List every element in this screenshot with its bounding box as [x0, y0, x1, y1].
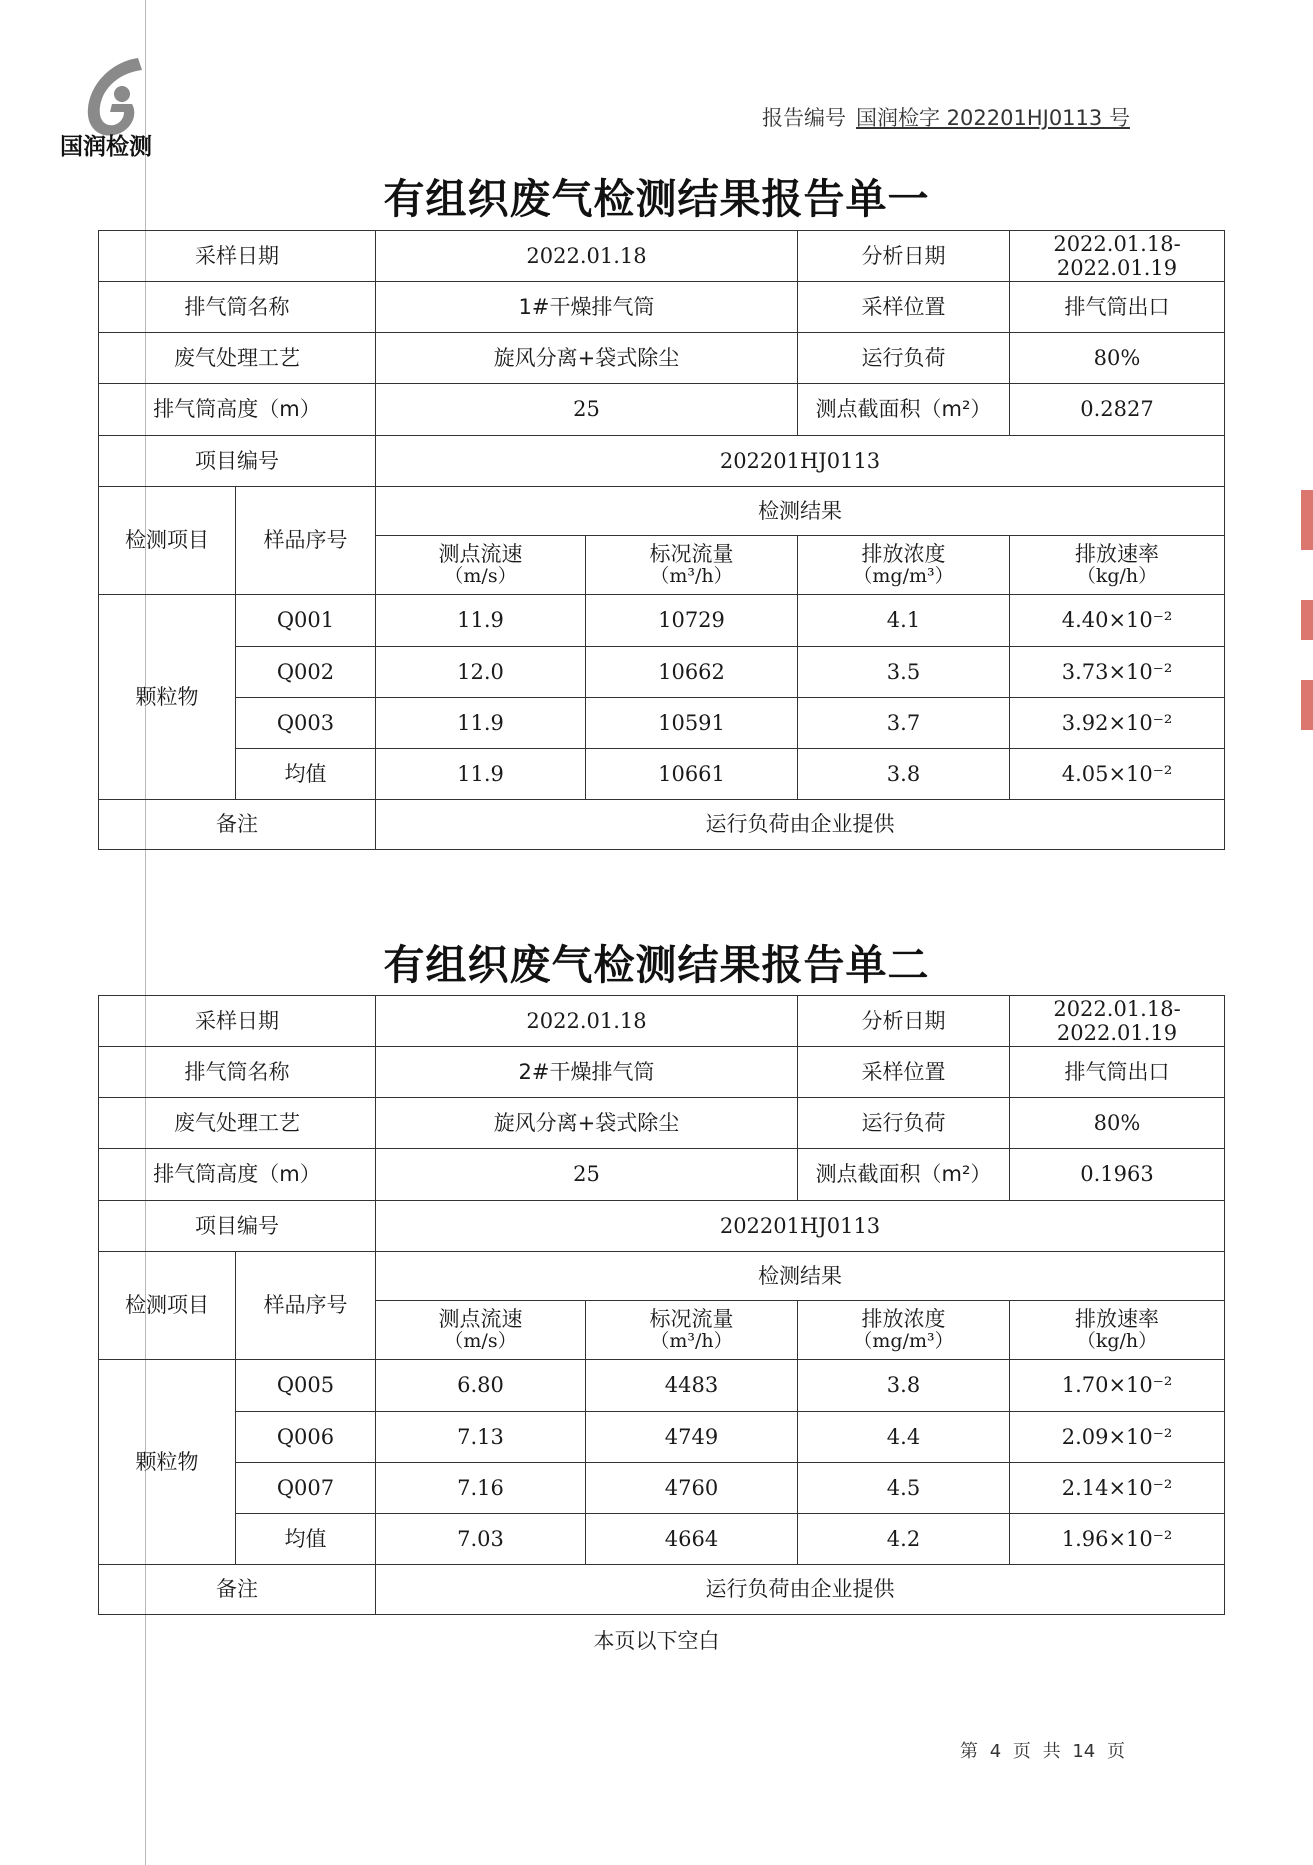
report-number-label: 报告编号: [762, 106, 846, 130]
project-no-label: 项目编号: [99, 436, 376, 487]
report-number-value: 国润检字 202201HJ0113 号: [856, 106, 1130, 130]
sample-cell: Q003: [236, 698, 376, 749]
col-rate-unit: （kg/h）: [1076, 1330, 1158, 1353]
analysis-date-value: 2022.01.18-2022.01.19: [1010, 996, 1225, 1047]
table-row: [99, 647, 1225, 698]
page-number: 第 4 页 共 14 页: [960, 1741, 1125, 1762]
table-row: [99, 698, 1225, 749]
results-label: 检测结果: [376, 1252, 1225, 1301]
col-header-conc: [798, 536, 1010, 595]
remark-value: 运行负荷由企业提供: [376, 1565, 1225, 1615]
flow-cell: 4483: [586, 1360, 798, 1412]
col-conc-unit: （mg/m³）: [853, 565, 954, 588]
conc-cell: 3.8: [798, 1360, 1010, 1412]
col-flow-label: 标况流量: [649, 1307, 734, 1331]
item-label: 检测项目: [99, 1252, 236, 1360]
report-table-1: [98, 230, 1225, 850]
conc-cell: 4.2: [798, 1514, 1010, 1565]
conc-cell: 3.8: [798, 749, 1010, 800]
rate-cell: 4.40×10⁻²: [1010, 595, 1225, 647]
velocity-cell: 11.9: [376, 595, 586, 647]
col-header-flow: [586, 536, 798, 595]
conc-cell: 4.1: [798, 595, 1010, 647]
sampling-position-value: 排气筒出口: [1010, 1047, 1225, 1098]
rate-cell: 1.70×10⁻²: [1010, 1360, 1225, 1412]
remark-value: 运行负荷由企业提供: [376, 800, 1225, 850]
treatment-label: 废气处理工艺: [99, 1098, 376, 1149]
sampling-date-value: 2022.01.18: [376, 996, 798, 1047]
report-title-2: 有组织废气检测结果报告单二: [383, 941, 930, 989]
project-no-label: 项目编号: [99, 1201, 376, 1252]
analysis-date-label: 分析日期: [798, 996, 1010, 1047]
rate-cell: 1.96×10⁻²: [1010, 1514, 1225, 1565]
col-conc-label: 排放浓度: [861, 1307, 946, 1331]
sample-cell: Q002: [236, 647, 376, 698]
height-value: 25: [376, 384, 798, 436]
conc-cell: 3.5: [798, 647, 1010, 698]
velocity-cell: 7.16: [376, 1463, 586, 1514]
flow-cell: 10591: [586, 698, 798, 749]
load-value: 80%: [1010, 1098, 1225, 1149]
col-conc-unit: （mg/m³）: [853, 1330, 954, 1353]
flow-cell: 10661: [586, 749, 798, 800]
conc-cell: 3.7: [798, 698, 1010, 749]
col-header-rate: [1010, 536, 1225, 595]
col-flow-label: 标况流量: [649, 542, 734, 566]
rate-cell: 3.73×10⁻²: [1010, 647, 1225, 698]
sampling-date-label: 采样日期: [99, 996, 376, 1047]
velocity-cell: 12.0: [376, 647, 586, 698]
treatment-value: 旋风分离+袋式除尘: [376, 1098, 798, 1149]
velocity-cell: 11.9: [376, 749, 586, 800]
load-label: 运行负荷: [798, 333, 1010, 384]
item-value: 颗粒物: [99, 595, 236, 800]
seal-edge-mark: [1301, 680, 1313, 730]
col-header-velocity: [376, 1301, 586, 1360]
stack-name-label: 排气筒名称: [99, 1047, 376, 1098]
table-row: [99, 1463, 1225, 1514]
col-flow-unit: （m³/h）: [650, 565, 733, 588]
sampling-position-label: 采样位置: [798, 282, 1010, 333]
conc-cell: 4.4: [798, 1412, 1010, 1463]
area-label: 测点截面积（m²）: [798, 1149, 1010, 1201]
height-value: 25: [376, 1149, 798, 1201]
project-no-value: 202201HJ0113: [376, 1201, 1225, 1252]
col-header-flow: [586, 1301, 798, 1360]
load-value: 80%: [1010, 333, 1225, 384]
col-header-velocity: [376, 536, 586, 595]
flow-cell: 10729: [586, 595, 798, 647]
sampling-position-label: 采样位置: [798, 1047, 1010, 1098]
remark-label: 备注: [99, 800, 376, 850]
results-label: 检测结果: [376, 487, 1225, 536]
sampling-date-value: 2022.01.18: [376, 231, 798, 282]
col-rate-label: 排放速率: [1075, 542, 1159, 566]
col-velocity-unit: （m/s）: [444, 1330, 517, 1353]
sampling-position-value: 排气筒出口: [1010, 282, 1225, 333]
analysis-date-value: 2022.01.18-2022.01.19: [1010, 231, 1225, 282]
seal-edge-mark: [1301, 490, 1313, 550]
velocity-cell: 11.9: [376, 698, 586, 749]
flow-cell: 4664: [586, 1514, 798, 1565]
velocity-cell: 7.13: [376, 1412, 586, 1463]
table-row: [99, 1360, 1225, 1412]
flow-cell: 10662: [586, 647, 798, 698]
flow-cell: 4749: [586, 1412, 798, 1463]
sample-cell: 均值: [236, 1514, 376, 1565]
treatment-label: 废气处理工艺: [99, 333, 376, 384]
sample-no-label: 样品序号: [236, 487, 376, 595]
item-label: 检测项目: [99, 487, 236, 595]
report-table-2: [98, 995, 1225, 1615]
col-conc-label: 排放浓度: [861, 542, 946, 566]
load-label: 运行负荷: [798, 1098, 1010, 1149]
velocity-cell: 6.80: [376, 1360, 586, 1412]
stack-name-label: 排气筒名称: [99, 282, 376, 333]
seal-edge-mark: [1301, 600, 1313, 640]
col-rate-label: 排放速率: [1075, 1307, 1159, 1331]
remark-label: 备注: [99, 1565, 376, 1615]
sample-cell: Q001: [236, 595, 376, 647]
rate-cell: 4.05×10⁻²: [1010, 749, 1225, 800]
col-header-conc: [798, 1301, 1010, 1360]
rate-cell: 2.14×10⁻²: [1010, 1463, 1225, 1514]
stack-name-value: 1#干燥排气筒: [376, 282, 798, 333]
velocity-cell: 7.03: [376, 1514, 586, 1565]
analysis-date-label: 分析日期: [798, 231, 1010, 282]
blank-below-note: 本页以下空白: [593, 1629, 720, 1653]
sample-no-label: 样品序号: [236, 1252, 376, 1360]
table-row: [99, 1514, 1225, 1565]
table-row: [99, 749, 1225, 800]
col-flow-unit: （m³/h）: [650, 1330, 733, 1353]
sample-cell: Q005: [236, 1360, 376, 1412]
col-velocity-label: 测点流速: [438, 1307, 523, 1331]
report-number: [762, 102, 1130, 132]
sampling-date-label: 采样日期: [99, 231, 376, 282]
table-row: [99, 595, 1225, 647]
sample-cell: 均值: [236, 749, 376, 800]
area-value: 0.1963: [1010, 1149, 1225, 1201]
col-velocity-label: 测点流速: [438, 542, 523, 566]
item-value: 颗粒物: [99, 1360, 236, 1565]
stack-name-value: 2#干燥排气筒: [376, 1047, 798, 1098]
area-value: 0.2827: [1010, 384, 1225, 436]
table-row: [99, 1412, 1225, 1463]
conc-cell: 4.5: [798, 1463, 1010, 1514]
col-header-rate: [1010, 1301, 1225, 1360]
height-label: 排气筒高度（m）: [99, 384, 376, 436]
treatment-value: 旋风分离+袋式除尘: [376, 333, 798, 384]
height-label: 排气筒高度（m）: [99, 1149, 376, 1201]
area-label: 测点截面积（m²）: [798, 384, 1010, 436]
col-velocity-unit: （m/s）: [444, 565, 517, 588]
rate-cell: 3.92×10⁻²: [1010, 698, 1225, 749]
project-no-value: 202201HJ0113: [376, 436, 1225, 487]
sample-cell: Q007: [236, 1463, 376, 1514]
rate-cell: 2.09×10⁻²: [1010, 1412, 1225, 1463]
logo-text: 国润检测: [60, 134, 152, 160]
sample-cell: Q006: [236, 1412, 376, 1463]
report-title-1: 有组织废气检测结果报告单一: [383, 175, 930, 223]
col-rate-unit: （kg/h）: [1076, 565, 1158, 588]
flow-cell: 4760: [586, 1463, 798, 1514]
